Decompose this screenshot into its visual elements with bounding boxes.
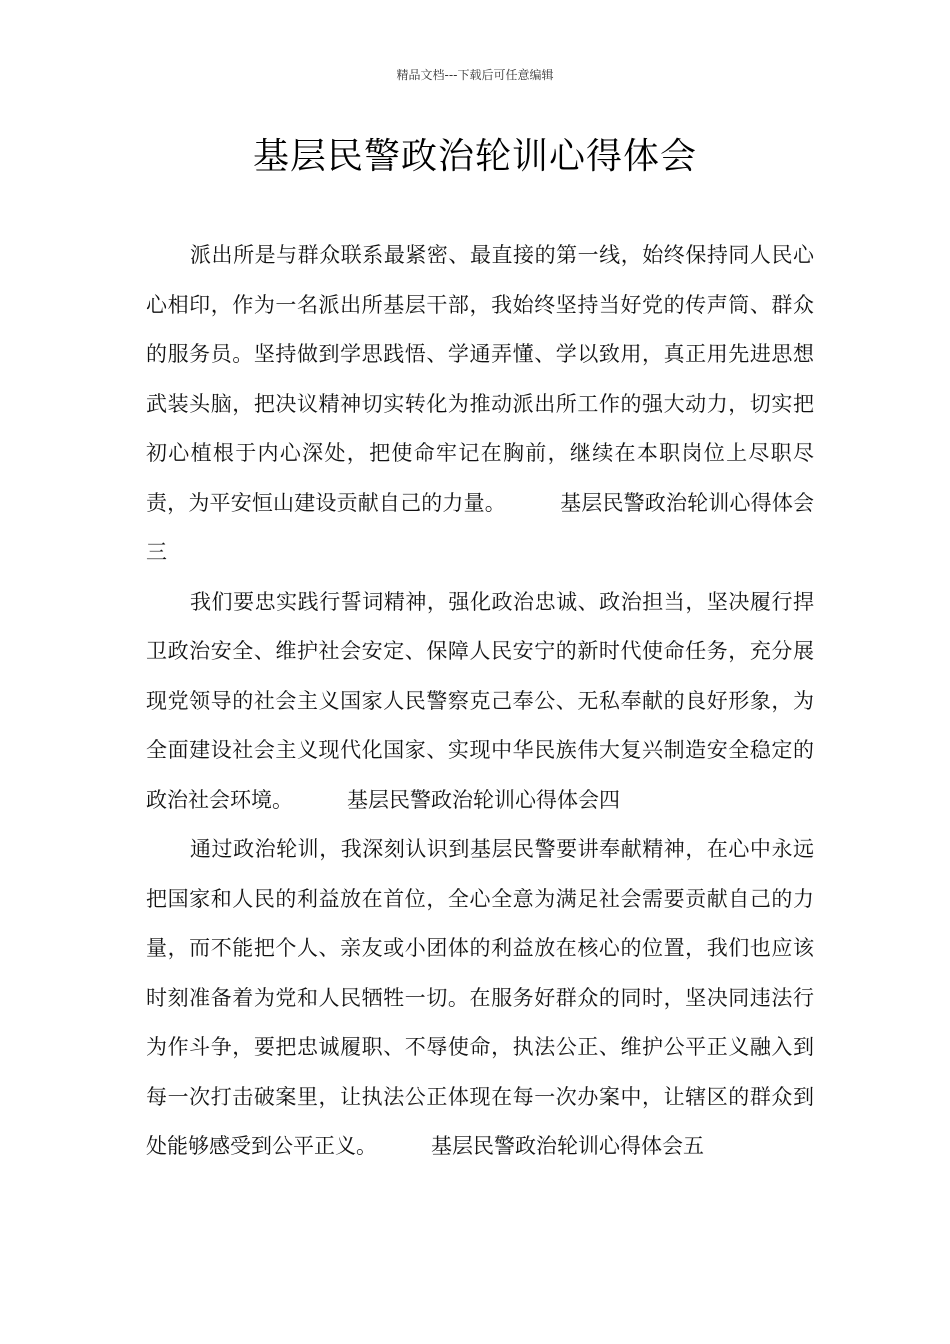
section-heading: 基层民警政治轮训心得体会四	[347, 787, 620, 812]
section-heading: 基层民警政治轮训心得体会五	[431, 1134, 704, 1158]
document-title: 基层民警政治轮训心得体会	[252, 136, 697, 177]
paragraph	[146, 825, 814, 1172]
paragraph-text: 我们要忠实践行誓词精神，强化政治忠诚、政治担当，坚决履行捍卫政治安全、维护社会安定、保障人民安宁的新时代使命任务，充分展现党领导的社会主义国家人民警察克己奉公、无私奉献的良好形象，为全面建设社会主义现代化国家、实现中华民族伟大复兴制造安全稳定的政治社会环境。	[146, 589, 814, 812]
paragraph	[146, 231, 814, 578]
section-heading: 基层民警政治轮训心得体会三	[146, 490, 815, 564]
document-body	[146, 231, 814, 1172]
paragraph	[146, 578, 814, 826]
header-note: 精品文档---下载后可任意编辑	[396, 68, 554, 82]
paragraph-text: 派出所是与群众联系最紧密、最直接的第一线，始终保持同人民心心相印，作为一名派出所基层干部，我始终坚持当好党的传声筒、群众的服务员。坚持做到学思践悟、学通弄懂、学以致用，真正用先进思想武装头脑，把决议精神切实转化为推动派出所工作的强大动力，切实把初心植根于内心深处，把使命牢记在胸前，继续在本职岗位上尽职尽责，为平安恒山建设贡献自己的力量。	[146, 243, 814, 515]
paragraph-text: 通过政治轮训，我深刻认识到基层民警要讲奉献精神，在心中永远把国家和人民的利益放在首位，全心全意为满足社会需要贡献自己的力量，而不能把个人、亲友或小团体的利益放在核心的位置，我们也应该时刻准备着为党和人民牺牲一切。在服务好群众的同时，坚决同违法行为作斗争，要把忠诚履职、不辱使命，执法公正、维护公平正义融入到每一次打击破案里，让执法公正体现在每一次办案中，让辖区的群众到处能够感受到公平正义。	[146, 837, 814, 1158]
